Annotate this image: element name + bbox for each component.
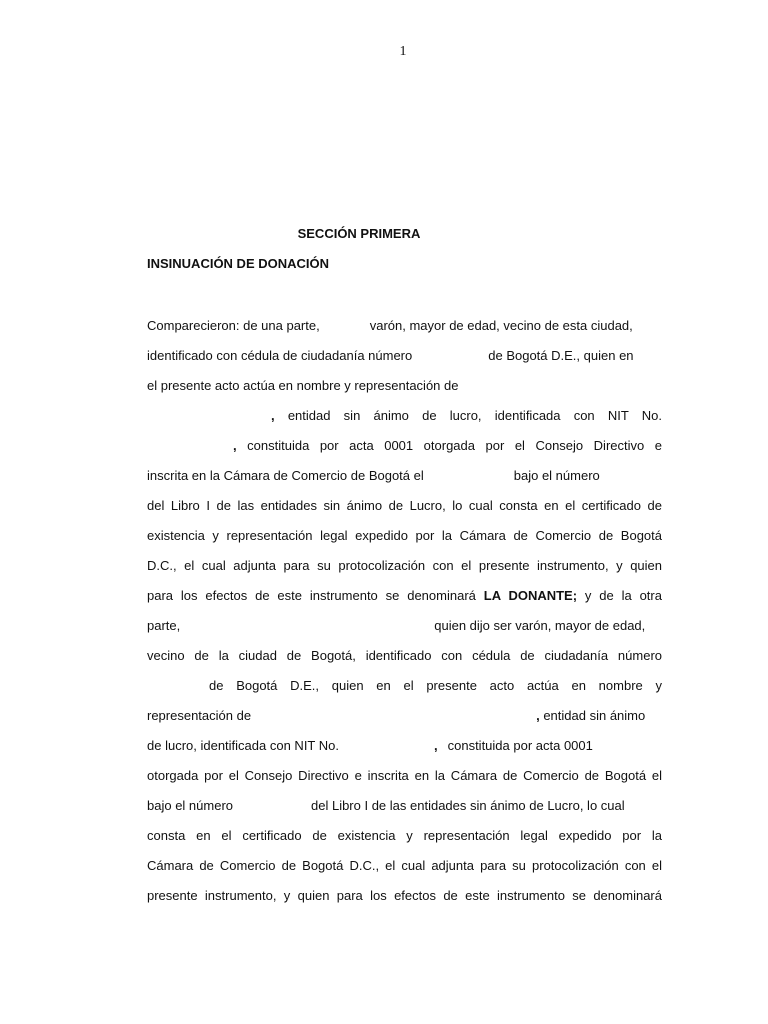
text-line: representación de , entidad sin ánimo	[147, 708, 646, 723]
text-line: vecino de la ciudad de Bogotá, identificado con cédula de ciudadanía número	[147, 648, 662, 663]
section-title: SECCIÓN PRIMERA	[297, 226, 421, 241]
text-line: Cámara de Comercio de Bogotá D.C., el cual adjunta para su protocolización con el	[147, 858, 662, 873]
text-line: de Bogotá D.E., quien en el presente acto actúa en nombre y	[209, 678, 662, 693]
text-line: D.C., el cual adjunta para su protocolización con el presente instrumento, y quien	[147, 558, 662, 573]
text-line: de lucro, identificada con NIT No. , constituida por acta 0001	[147, 738, 593, 753]
text-line: otorgada por el Consejo Directivo e inscrita en la Cámara de Comercio de Bogotá el	[147, 768, 662, 783]
text-line: presente instrumento, y quien para los efectos de este instrumento se denominará	[147, 888, 662, 903]
text-line: identificado con cédula de ciudadanía número de Bogotá D.E., quien en	[147, 348, 634, 363]
text-line: el presente acto actúa en nombre y representación de	[147, 378, 459, 393]
text-line: existencia y representación legal expedido por la Cámara de Comercio de Bogotá	[147, 528, 662, 543]
text-line: , constituida por acta 0001 otorgada por el Consejo Directivo e	[233, 438, 662, 453]
text-line: Comparecieron: de una parte, varón, mayor de edad, vecino de esta ciudad,	[147, 318, 633, 333]
text-line: bajo el número del Libro I de las entidades sin ánimo de Lucro, lo cual	[147, 798, 625, 813]
text-line: del Libro I de las entidades sin ánimo de Lucro, lo cual consta en el certificado de	[147, 498, 662, 513]
document-subtitle: INSINUACIÓN DE DONACIÓN	[147, 256, 330, 271]
text-line: , entidad sin ánimo de lucro, identificada con NIT No.	[271, 408, 662, 423]
text-line: parte, quien dijo ser varón, mayor de edad,	[147, 618, 646, 633]
text-line: inscrita en la Cámara de Comercio de Bogotá el bajo el número	[147, 468, 600, 483]
page-number: 1	[399, 44, 407, 59]
text-line: consta en el certificado de existencia y representación legal expedido por la	[147, 828, 662, 843]
donante-label: LA DONANTE;	[483, 588, 578, 603]
text-line: para los efectos de este instrumento se denominará LA DONANTE; y de la otra	[147, 588, 662, 603]
